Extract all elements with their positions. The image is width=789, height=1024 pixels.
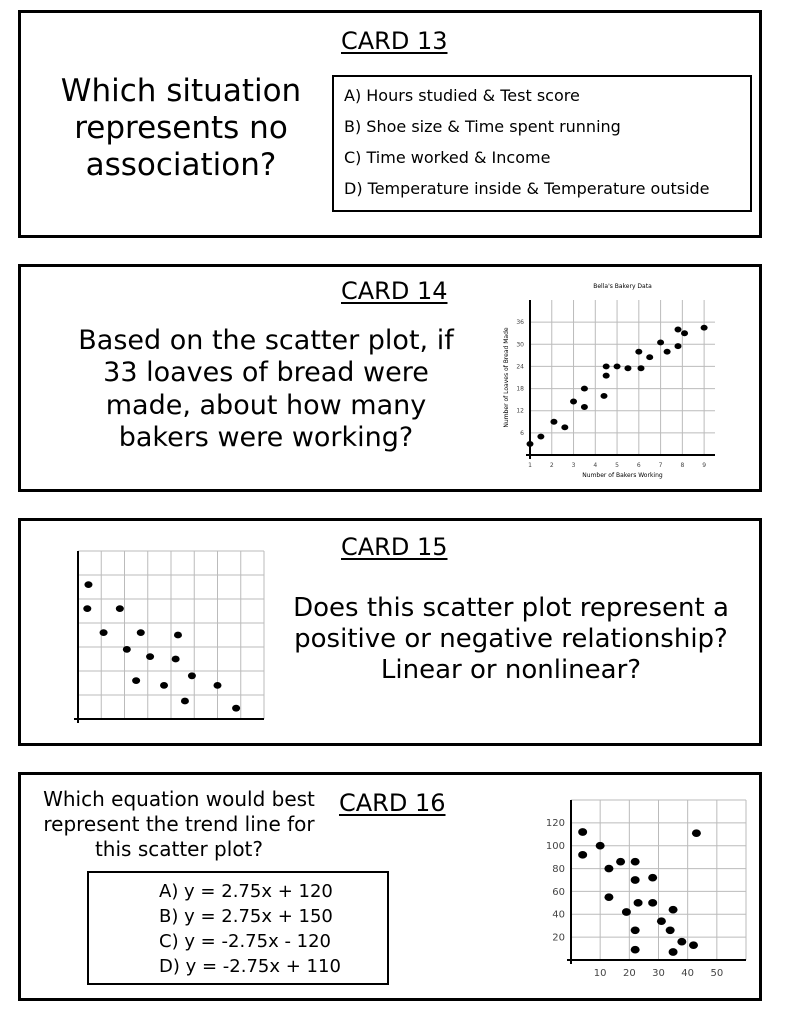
data-point [631,876,640,884]
x-tick-label: 20 [622,968,636,979]
card16-scatter-plot [541,790,751,990]
answer-options-box [332,75,752,212]
data-point [174,632,182,639]
card-title: CARD 15 [341,533,448,561]
data-point [581,404,588,410]
y-tick-label: 60 [552,886,565,898]
option-d: D) y = -2.75x + 110 [159,956,341,977]
data-point [657,917,666,925]
card-15 [18,518,762,746]
data-point [631,858,640,866]
card-16 [18,772,762,1001]
data-point [701,325,708,331]
question-text: Which situation represents no association? [60,73,302,184]
data-point [83,605,91,612]
data-point [669,948,678,956]
data-point [604,865,613,873]
card-title: CARD 14 [341,277,448,305]
x-axis-label: Number of Bakers Working [582,472,663,479]
data-point [172,656,180,663]
data-point [578,851,587,859]
data-point [603,363,610,369]
x-tick-label: 40 [681,968,695,979]
data-point [132,677,140,684]
question-text: Based on the scatter plot, if 33 loaves of bread were made, about how many bakers were working? [78,325,454,454]
card-13 [18,10,762,238]
data-point [631,926,640,934]
data-point [100,629,108,636]
data-point [596,842,605,850]
data-point [631,946,640,954]
data-point [578,828,587,836]
x-tick-label: 30 [652,968,665,979]
y-tick-label: 30 [516,341,524,349]
data-point [527,441,534,447]
y-tick-label: 120 [545,818,565,830]
data-point [123,646,131,653]
data-point [146,653,154,660]
y-tick-label: 20 [552,932,565,944]
question-text: Which equation would best represent the trend line for this scatter plot? [43,787,315,861]
y-tick-label: 24 [516,363,524,371]
option-a: A) y = 2.75x + 120 [159,881,333,902]
data-point [635,349,642,355]
data-point [581,386,588,392]
data-point [622,908,631,916]
data-point [666,926,675,934]
data-point [561,424,568,430]
y-tick-label: 100 [545,841,565,853]
x-tick-label: 4 [593,462,598,469]
data-point [137,629,145,636]
x-tick-label: 7 [658,462,663,469]
data-point [84,581,92,588]
data-point [648,899,657,907]
data-point [160,682,168,689]
y-tick-label: 18 [516,385,524,393]
bakery-scatter-plot [500,280,720,480]
x-tick-label: 6 [636,462,641,469]
y-tick-label: 40 [552,909,565,921]
data-point [603,373,610,379]
option-c: C) y = -2.75x - 120 [159,931,332,952]
x-tick-label: 10 [593,968,607,979]
data-point [638,365,645,371]
data-point [188,672,196,679]
data-point [675,343,682,349]
data-point [550,419,557,425]
option-b: B) Shoe size & Time spent running [344,117,621,136]
data-point [181,698,189,705]
data-point [601,393,608,399]
data-point [604,893,613,901]
data-point [648,874,657,882]
x-tick-label: 50 [710,968,724,979]
data-point [677,938,686,946]
data-point [675,327,682,333]
chart-title: Bella's Bakery Data [593,283,652,290]
data-point [657,339,664,345]
data-point [537,434,544,440]
card15-scatter-plot [46,541,266,731]
y-tick-label: 36 [516,319,524,327]
data-point [624,365,631,371]
data-point [214,682,222,689]
option-b: B) y = 2.75x + 150 [159,906,333,927]
card-title: CARD 13 [341,27,448,55]
data-point [616,858,625,866]
data-point [664,349,671,355]
data-point [669,906,678,914]
x-tick-label: 9 [702,462,707,469]
data-point [681,330,688,336]
data-point [614,363,621,369]
x-tick-label: 2 [549,462,554,469]
x-tick-label: 1 [528,462,532,469]
option-c: C) Time worked & Income [344,148,551,167]
y-tick-label: 12 [516,407,524,415]
data-point [689,941,698,949]
data-point [116,605,124,612]
answer-options-box [87,871,389,985]
card-14 [18,264,762,492]
data-point [634,899,643,907]
card-title: CARD 16 [339,789,446,817]
data-point [646,354,653,360]
x-tick-label: 8 [680,462,685,469]
data-point [692,829,701,837]
x-tick-label: 5 [615,462,619,469]
y-tick-label: 80 [552,863,565,875]
data-point [232,705,240,712]
data-point [570,399,577,405]
question-text: Does this scatter plot represent a positive or negative relationship? Linear or nonlinear? [293,593,729,686]
option-a: A) Hours studied & Test score [344,86,580,105]
y-tick-label: 6 [520,429,524,437]
option-d: D) Temperature inside & Temperature outside [344,179,710,198]
y-axis-label: Number of Loaves of Bread Made [503,327,510,428]
x-tick-label: 3 [571,462,576,469]
